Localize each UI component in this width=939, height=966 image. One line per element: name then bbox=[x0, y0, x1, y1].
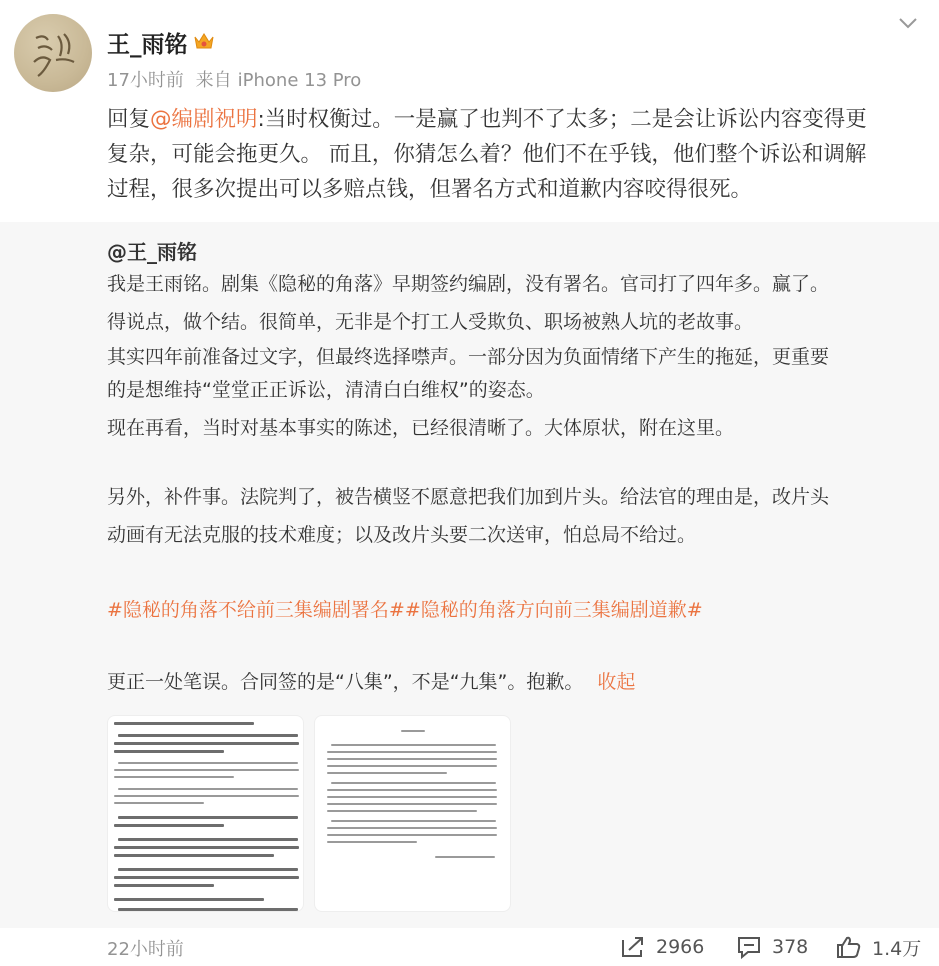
post-time[interactable]: 17小时前 bbox=[107, 70, 184, 91]
repost-count: 2966 bbox=[656, 936, 705, 958]
reply-prefix: 回复 bbox=[107, 107, 151, 132]
document-thumbnail[interactable] bbox=[314, 715, 511, 912]
quoted-time[interactable]: 22小时前 bbox=[107, 939, 184, 960]
like-button[interactable] bbox=[836, 933, 921, 961]
post-footer bbox=[0, 928, 939, 966]
quoted-line: 其实四年前准备过文字，但最终选择噤声。一部分因为负面情绪下产生的拖延，更重要 bbox=[107, 346, 830, 368]
correction-line bbox=[107, 666, 922, 699]
like-count: 1.4万 bbox=[872, 937, 922, 960]
reply-text-2: 复杂，可能会拖更久。 而且，你猜怎么着？他们不在乎钱，他们整个诉讼和调解 bbox=[107, 142, 867, 167]
avatar[interactable] bbox=[14, 14, 92, 92]
quoted-line: 得说点，做个结。很简单，无非是个打工人受欺负、职场被熟人坑的老故事。 bbox=[107, 311, 754, 333]
vip-crown-icon bbox=[192, 30, 216, 52]
comment-count: 378 bbox=[772, 936, 809, 958]
quoted-author[interactable]: @王_雨铭 bbox=[107, 240, 197, 264]
post-content bbox=[107, 102, 922, 207]
mention-link[interactable]: @编剧祝明 bbox=[150, 107, 258, 132]
collapse-link[interactable]: 收起 bbox=[597, 671, 636, 693]
comment-icon bbox=[736, 935, 762, 959]
quoted-line: 的是想维持“堂堂正正诉讼，清清白白维权”的姿态。 bbox=[107, 379, 545, 401]
username[interactable]: 王_雨铭 bbox=[107, 32, 188, 58]
quoted-line: 动画有无法克服的技术难度；以及改片头要二次送审，怕总局不给过。 bbox=[107, 524, 697, 546]
repost-button[interactable] bbox=[620, 933, 704, 961]
quoted-line: 另外，补件事。法院判了，被告横竖不愿意把我们加到片头。给法官的理由是，改片头 bbox=[107, 486, 830, 508]
topic-hashtags[interactable]: #隐秘的角落不给前三集编剧署名##隐秘的角落方向前三集编剧道歉# bbox=[107, 599, 703, 621]
quoted-line: 我是王雨铭。剧集《隐秘的角落》早期签约编剧，没有署名。官司打了四年多。赢了。 bbox=[107, 273, 830, 295]
repost-icon bbox=[620, 935, 646, 959]
avatar-signature-icon bbox=[14, 14, 92, 92]
comment-button[interactable] bbox=[736, 933, 808, 961]
document-thumbnail[interactable] bbox=[107, 715, 304, 912]
chevron-down-icon[interactable] bbox=[898, 16, 918, 30]
source-prefix: 来自 bbox=[195, 70, 232, 91]
quoted-line: 现在再看，当时对基本事实的陈述，已经很清晰了。大体原状，附在这里。 bbox=[107, 417, 735, 439]
like-icon bbox=[836, 935, 862, 959]
reply-text-3: 过程，很多次提出可以多赔点钱，但署名方式和道歉内容咬得很死。 bbox=[107, 177, 753, 202]
post-meta bbox=[107, 66, 367, 92]
reply-text-1: :当时权衡过。一是赢了也判不了太多；二是会让诉讼内容变得更 bbox=[257, 107, 867, 132]
source-device: iPhone 13 Pro bbox=[237, 70, 362, 91]
correction-text: 更正一处笔误。合同签的是“八集”，不是“九集”。抱歉。 bbox=[107, 671, 584, 693]
